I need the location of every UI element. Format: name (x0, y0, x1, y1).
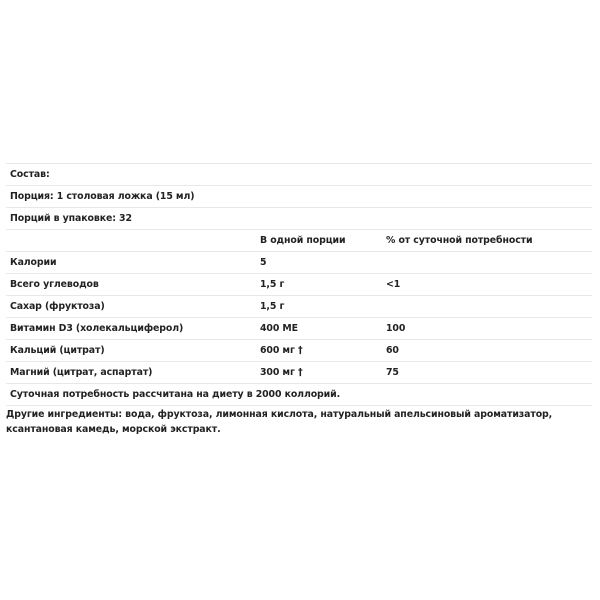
header-row (6, 230, 592, 252)
title-row (6, 164, 592, 186)
supplement-facts (6, 163, 592, 406)
serving-row (6, 186, 592, 208)
nutrient-name: Витамин D3 (холекальциферол) (6, 318, 256, 340)
nutrient-daily-value: 100 (382, 318, 592, 340)
table-row (6, 252, 592, 274)
serving-size: Порция: 1 столовая ложка (15 мл) (6, 186, 592, 208)
table-row (6, 340, 592, 362)
nutrient-amount: 5 (256, 252, 382, 274)
header-daily-value: % от суточной потребности (382, 230, 592, 252)
nutrient-amount: 1,5 г (256, 296, 382, 318)
nutrient-name: Магний (цитрат, аспартат) (6, 362, 256, 384)
header-nutrient (6, 230, 256, 252)
header-per-serving: В одной порции (256, 230, 382, 252)
nutrient-amount: 400 МЕ (256, 318, 382, 340)
nutrient-amount: 1,5 г (256, 274, 382, 296)
servings-per-container-row (6, 208, 592, 230)
footnote-row (6, 384, 592, 406)
table-row (6, 274, 592, 296)
table-row (6, 318, 592, 340)
nutrient-name: Сахар (фруктоза) (6, 296, 256, 318)
nutrient-name: Всего углеводов (6, 274, 256, 296)
nutrient-name: Кальций (цитрат) (6, 340, 256, 362)
facts-title: Состав: (6, 164, 592, 186)
supplement-facts-table (6, 163, 592, 406)
nutrient-daily-value: 75 (382, 362, 592, 384)
daily-value-footnote: Суточная потребность рассчитана на диету в 2000 коллорий. (6, 384, 592, 406)
nutrient-amount: 600 мг † (256, 340, 382, 362)
nutrient-name: Калории (6, 252, 256, 274)
nutrient-daily-value (382, 252, 592, 274)
servings-per-container: Порций в упаковке: 32 (6, 208, 592, 230)
nutrient-daily-value: 60 (382, 340, 592, 362)
nutrient-daily-value: <1 (382, 274, 592, 296)
other-ingredients: Другие ингредиенты: вода, фруктоза, лимонная кислота, натуральный апельсиновый ароматизатор, ксантановая камедь, морской экстракт. (6, 409, 553, 435)
nutrient-amount: 300 мг † (256, 362, 382, 384)
table-row (6, 296, 592, 318)
table-row (6, 362, 592, 384)
nutrient-daily-value (382, 296, 592, 318)
